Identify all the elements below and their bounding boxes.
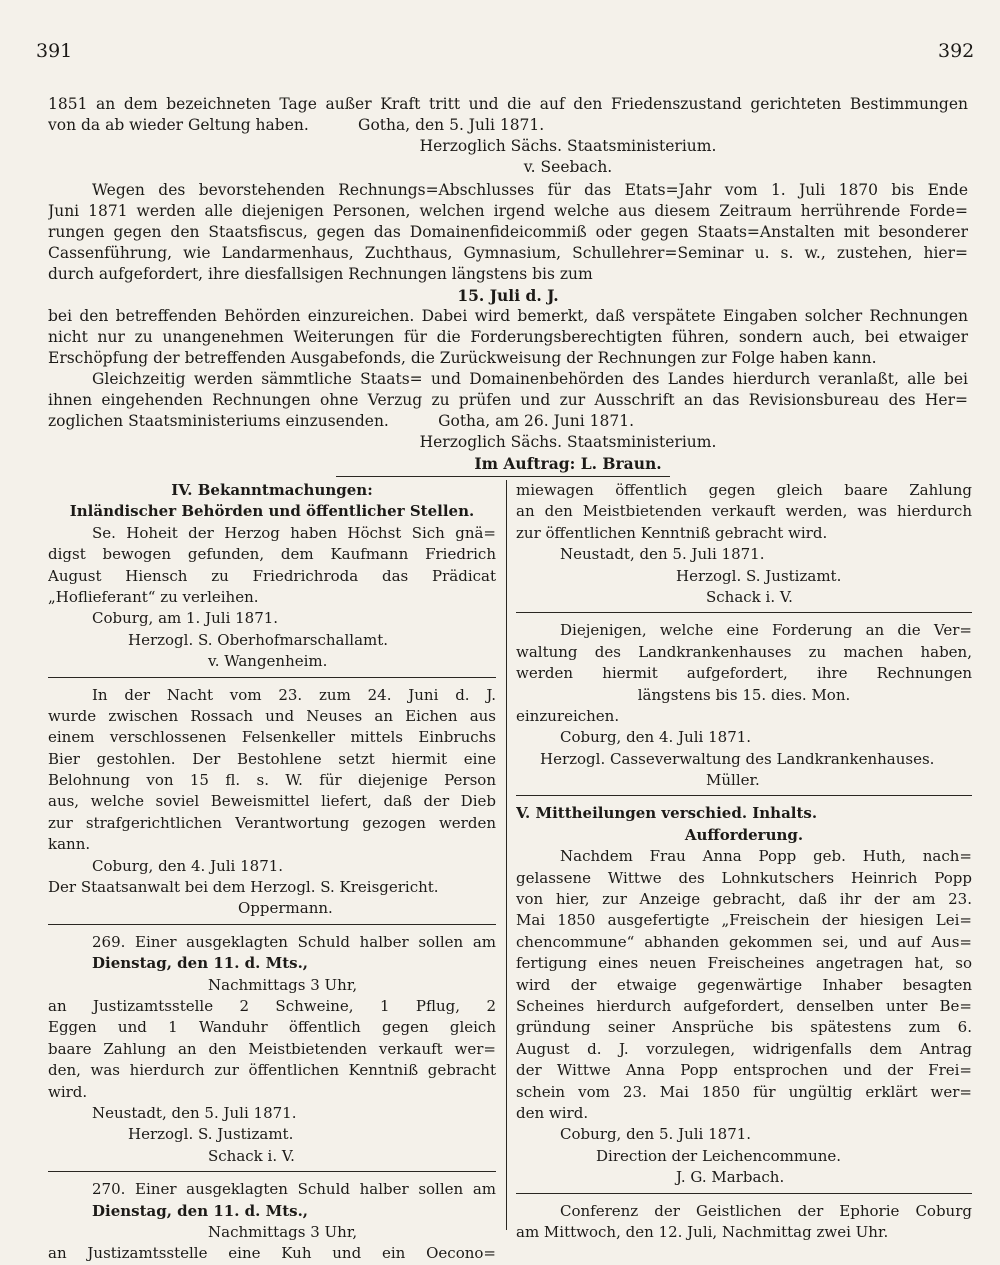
text-line: Diejenigen, welche eine Forderung an die Ver=	[560, 621, 972, 640]
text-line: zur strafgerichtlichen Verantwortung gezogen werden	[48, 813, 496, 832]
authority-line: Herzoglich Sächs. Staatsministerium.	[419, 137, 717, 155]
date-line: Coburg, am 1. Juli 1871.	[92, 609, 279, 628]
date-line: Neustadt, den 5. Juli 1871.	[92, 1103, 297, 1122]
text-line: werden hiermit aufgefordert, ihre Rechnungen	[516, 664, 972, 683]
text-line: Wegen des bevorstehenden Rechnungs=Abschlusses für das Etats=Jahr vom 1. Juli 1870 bis Ende	[92, 181, 968, 199]
left-column	[48, 480, 496, 1265]
text-line: aus, welche soviel Beweismittel liefert, daß der Dieb	[48, 792, 496, 811]
text-line: Se. Hoheit der Herzog haben Höchst Sich gnä=	[92, 523, 496, 542]
text-line: zur öffentlichen Kenntniß gebracht wird.	[516, 523, 828, 542]
section-rule	[336, 476, 670, 477]
text-line: wird.	[48, 1082, 88, 1101]
text-line: der Wittwe Anna Popp entsprochen und der Frei=	[516, 1061, 972, 1080]
date-line: Coburg, den 5. Juli 1871.	[560, 1125, 752, 1144]
notice-divider	[48, 1171, 496, 1173]
text-line: schein vom 23. Mai 1850 für ungültig erklärt wer=	[516, 1082, 972, 1101]
section-subheading: Inländischer Behörden und öffentlicher Stellen.	[69, 502, 475, 521]
text-line: 269. Einer ausgeklagten Schuld halber sollen am	[92, 932, 496, 951]
notice-title: Aufforderung.	[684, 825, 804, 844]
text-line: wird der etwaige gegenwärtige Inhaber besagten	[516, 975, 972, 994]
text-line: von da ab wieder Geltung haben. Gotha, den 5. Juli 1871.	[48, 116, 545, 134]
text-line: 1851 an dem bezeichneten Tage außer Kraft tritt und die auf den Friedenszustand gerichteten Bestimmungen	[48, 95, 968, 113]
page-number-right: 392	[938, 40, 975, 62]
text-line: an Justizamtsstelle 2 Schweine, 1 Pflug, 2	[48, 996, 496, 1015]
text-line: chencommune“ abhanden gekommen sei, und auf Aus=	[516, 932, 972, 951]
text-line: nicht nur zu unangenehmen Weiterungen für die Forderungsberechtigten führen, sondern auch, bei etwaiger	[48, 328, 968, 346]
text-line: von hier, zur Anzeige gebracht, daß ihr der am 23.	[516, 890, 972, 909]
date-line: Coburg, den 4. Juli 1871.	[92, 856, 284, 875]
deadline-line: 15. Juli d. J.	[457, 286, 559, 305]
text-line: am Mittwoch, den 12. Juli, Nachmittag zwei Uhr.	[516, 1222, 889, 1241]
notice-divider	[516, 612, 972, 614]
signer-line: J. G. Marbach.	[676, 1168, 785, 1187]
text-line: Eggen und 1 Wanduhr öffentlich gegen gleich	[48, 1018, 496, 1037]
text-line: bei den betreffenden Behörden einzureichen. Dabei wird bemerkt, daß verspätete Eingaben solcher Rechnungen	[48, 307, 968, 325]
signer-line: Müller.	[706, 771, 760, 790]
time-line: Nachmittags 3 Uhr,	[208, 1222, 358, 1241]
section-heading: V. Mittheilungen verschied. Inhalts.	[516, 804, 818, 823]
text-line: an den Meistbietenden verkauft werden, was hierdurch	[516, 502, 972, 521]
text-line: Gleichzeitig werden sämmtliche Staats= und Domainenbehörden des Landes hierdurch veranlaßt, alle bei	[92, 370, 968, 388]
date-line: Neustadt, den 5. Juli 1871.	[560, 545, 765, 564]
authority-line: Direction der Leichencommune.	[596, 1146, 842, 1165]
authority-line: Herzogl. S. Oberhofmarschallamt.	[128, 630, 389, 649]
text-line: gelassene Wittwe des Lohnkutschers Heinrich Popp	[516, 868, 972, 887]
signer-line: Oppermann.	[238, 899, 333, 918]
text-line: durch aufgefordert, ihre diesfallsigen Rechnungen längstens bis zum	[48, 265, 593, 283]
authority-line: Herzogl. S. Justizamt.	[128, 1125, 294, 1144]
text-line: Erschöpfung der betreffenden Ausgabefonds, die Zurückweisung der Rechnungen zur Folge haben kann.	[48, 349, 877, 367]
top-notice	[48, 94, 968, 178]
text-line: „Hoflieferant“ zu verleihen.	[48, 587, 259, 606]
text-line: August d. J. vorzulegen, widrigenfalls dem Antrag	[516, 1039, 972, 1058]
notice-divider	[516, 1193, 972, 1195]
text-line: den, was hierdurch zur öffentlichen Kenntniß gebracht	[48, 1061, 496, 1080]
time-line: Nachmittags 3 Uhr,	[208, 975, 358, 994]
column-divider	[506, 480, 507, 1230]
text-line: kann.	[48, 835, 91, 854]
page-number-left: 391	[36, 40, 73, 62]
section-heading: IV. Bekanntmachungen:	[171, 481, 373, 499]
authority-line: Herzogl. Casseverwaltung des Landkrankenhauses.	[540, 749, 935, 768]
text-line: Conferenz der Geistlichen der Ephorie Coburg	[560, 1201, 972, 1220]
text-line: miewagen öffentlich gegen gleich baare Zahlung	[516, 481, 972, 499]
signer-line: Im Auftrag: L. Braun.	[474, 454, 662, 473]
rechnung-notice	[48, 180, 968, 474]
text-line: Bier gestohlen. Der Bestohlene setzt hiermit eine	[48, 749, 496, 768]
text-line: In der Nacht vom 23. zum 24. Juni d. J.	[92, 685, 496, 704]
authority-line: Der Staatsanwalt bei dem Herzogl. S. Kreisgericht.	[48, 878, 439, 897]
text-line: Cassenführung, wie Landarmenhaus, Zuchthaus, Gymnasium, Schullehrer=Seminar u. s. w., zustehen, hier=	[48, 244, 968, 262]
text-line: ihnen eingehenden Rechnungen ohne Verzug zu prüfen und zur Ausschrift an das Revisionsbureau des Her=	[48, 391, 968, 409]
notice-divider	[48, 677, 496, 679]
text-line: waltung des Landkrankenhauses zu machen haben,	[516, 642, 972, 661]
text-line: digst bewogen gefunden, dem Kaufmann Friedrich	[48, 545, 496, 564]
signer-line: Schack i. V.	[208, 1146, 295, 1165]
text-line: August Hiensch zu Friedrichroda das Prädicat	[48, 566, 496, 585]
text-line: zoglichen Staatsministeriums einzusenden. Gotha, am 26. Juni 1871.	[48, 412, 635, 430]
notice-divider	[516, 795, 972, 797]
text-line: Scheines hierdurch aufgefordert, denselben unter Be=	[516, 996, 972, 1015]
text-line: Juni 1871 werden alle diejenigen Personen, welchen irgend welche aus diesem Zeitraum herrührende Forde=	[48, 202, 968, 220]
date-highlight: Dienstag, den 11. d. Mts.,	[92, 1201, 309, 1220]
deadline-line: längstens bis 15. dies. Mon.	[637, 685, 851, 704]
text-line: Nachdem Frau Anna Popp geb. Huth, nach=	[560, 847, 972, 866]
signer-line: v. Wangenheim.	[208, 652, 328, 671]
notice-divider	[48, 924, 496, 926]
authority-line: Herzoglich Sächs. Staatsministerium.	[419, 433, 717, 451]
text-line: den wird.	[516, 1103, 589, 1122]
text-line: fertigung eines neuen Freischeines angetragen hat, so	[516, 954, 972, 973]
text-line: Belohnung von 15 fl. s. W. für diejenige Person	[48, 771, 496, 790]
text-line: baare Zahlung an den Meistbietenden verkauft wer=	[48, 1039, 496, 1058]
text-line: gründung seiner Ansprüche bis spätestens zum 6.	[516, 1018, 972, 1037]
right-column	[516, 480, 972, 1243]
text-line: einzureichen.	[516, 706, 620, 725]
text-line: Mai 1850 ausgefertigte „Freischein der hiesigen Lei=	[516, 911, 972, 930]
authority-line: Herzogl. S. Justizamt.	[676, 566, 842, 585]
text-line: rungen gegen den Staatsfiscus, gegen das Domainenfideicommiß oder gegen Staats=Anstalten mit besonderer	[48, 223, 968, 241]
text-line: einem verschlossenen Felsenkeller mittels Einbruchs	[48, 728, 496, 747]
text-line: an Justizamtsstelle eine Kuh und ein Oecono=	[48, 1244, 496, 1263]
text-line: 270. Einer ausgeklagten Schuld halber sollen am	[92, 1180, 496, 1199]
date-line: Coburg, den 4. Juli 1871.	[560, 728, 752, 747]
signer-line: Schack i. V.	[706, 587, 793, 606]
date-highlight: Dienstag, den 11. d. Mts.,	[92, 954, 309, 973]
signer-line: v. Seebach.	[523, 158, 613, 176]
text-line: wurde zwischen Rossach und Neuses an Eichen aus	[48, 706, 496, 725]
